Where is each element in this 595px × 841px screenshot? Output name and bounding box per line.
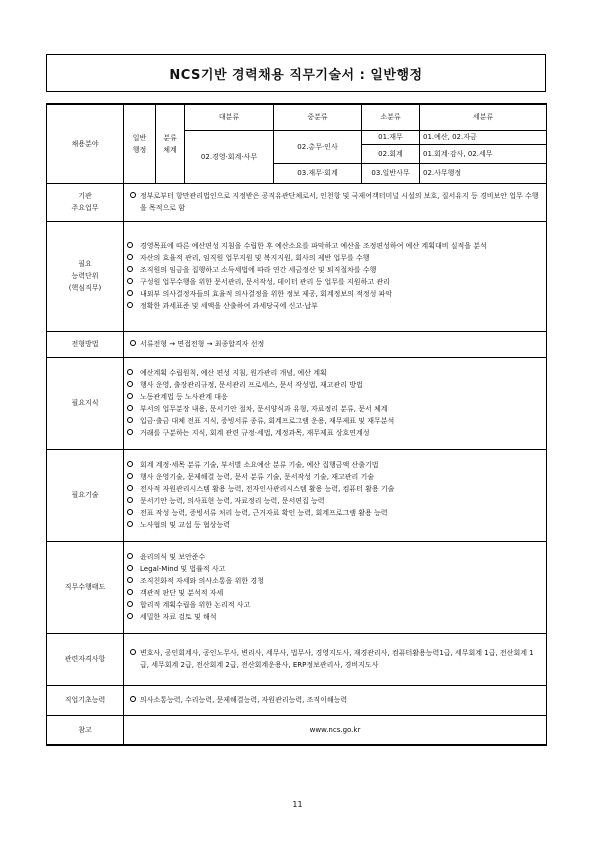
competency-row [47,221,547,331]
basic-skills-label: 직업기초능력 [47,685,124,715]
reference-label: 참고 [47,715,124,745]
knowledge-label: 필요지식 [47,357,124,449]
bullet-circle-icon [127,405,133,411]
bullet-circle-icon [127,381,133,387]
bullet-circle-icon [127,242,133,248]
detail-value-1: 01.예산, 02.자금 [420,130,547,144]
bullet-circle-icon [127,266,133,272]
job-description-table [46,103,547,746]
list-item: 입금·출금 대체 전표 지식, 증빙서류 종류, 회계프로그램 운용, 재무제표 및 재무분석 [127,415,539,427]
list-item: 행사 운영기술, 문제해결 능력, 문서 분류 기술, 문서작성 기술, 재고관리 기술 [127,471,539,483]
basic-skills-cell [124,685,547,715]
list-item: 예산계획 수립원칙, 예산 편성 지침, 원가관리 개념, 예산 계획 [127,367,539,379]
competency-label: 필요 능력단위 (핵심직무) [47,221,124,331]
row-label-field: 채용분야 [47,104,124,183]
bullet-circle-icon [130,340,136,346]
minor-value-1: 01.재무 [362,130,420,144]
institution-label: 기관 주요업무 [47,183,124,221]
bullet-circle-icon [127,369,133,375]
detail-value-3: 02.사무행정 [420,163,547,183]
reference-row [47,715,547,745]
selection-label: 전형방법 [47,331,124,357]
list-item: 윤리의식 및 보안준수 [127,551,539,563]
list-item: 합리적 계획수립을 위한 논리적 사고 [127,599,539,611]
bullet-circle-icon [127,613,133,619]
basic-skills-paragraph: 의사소통능력, 수리능력, 문제해결능력, 자원관리능력, 조직이해능력 [127,691,543,709]
skills-row [47,449,547,541]
knowledge-cell [124,357,547,449]
list-item: 경영목표에 따른 예산편성 지침을 수립한 후 예산소요를 파악하고 예산을 조정편성하여 예산 계획대비 실적을 분석 [127,240,539,252]
mid-value-2: 03.재무·회계 [274,163,362,183]
list-item: 회계 계정·세목 분류 기술, 부서별 소요예산 분류 기술, 예산 집행금액 산출기법 [127,459,539,471]
bullet-circle-icon [127,553,133,559]
list-item: 자산의 효율적 관리, 임직원 업무지원 및 복지지원, 회사의 제반 업무를 수행 [127,252,539,264]
attitude-list [127,548,543,626]
institution-cell [124,183,547,221]
list-item: 노사협의 및 교섭 등 협상능력 [127,519,539,531]
knowledge-row [47,357,547,449]
header-major: 대분류 [185,104,274,130]
list-item: 조직원의 임금을 집행하고 소득세법에 따라 연간 세금정산 및 퇴직절차를 수행 [127,264,539,276]
competency-cell [124,221,547,331]
bullet-circle-icon [127,565,133,571]
header-detail: 세분류 [420,104,547,130]
bullet-circle-icon [127,417,133,423]
bullet-circle-icon [130,192,136,198]
list-item: 전사적 자원관리시스템 활용 능력, 전자인사관리시스템 활용 능력, 컴퓨터 활용 기술 [127,483,539,495]
bullet-circle-icon [127,393,133,399]
institution-row [47,183,547,221]
attitude-label: 직무수행태도 [47,541,124,633]
certifications-row [47,633,547,685]
classification-header-row [47,104,547,130]
bullet-circle-icon [130,696,136,702]
list-item: 정확한 과세표준 및 세액을 산출하여 과세당국에 신고·납부 [127,300,539,312]
list-item: 조직친화적 자세와 의사소통을 위한 경청 [127,575,539,587]
minor-value-3: 03.일반사무 [362,163,420,183]
knowledge-list [127,364,543,442]
bullet-circle-icon [127,278,133,284]
skills-cell [124,449,547,541]
bullet-circle-icon [127,601,133,607]
bullet-circle-icon [130,649,136,655]
bullet-circle-icon [127,577,133,583]
header-minor: 소분류 [362,104,420,130]
attitude-cell [124,541,547,633]
page-number: 11 [292,800,303,809]
bullet-circle-icon [127,589,133,595]
field-name: 일반 행정 [124,104,156,183]
list-item: 행사 운영, 출장관리규정, 문서관리 프로세스, 문서 작성법, 재고관리 방법 [127,379,539,391]
list-item: 노동관계법 등 노사관계 대응 [127,391,539,403]
competency-list [127,237,543,315]
bullet-circle-icon [127,461,133,467]
document-title-text: NCS기반 경력채용 직무기술서 : 일반행정 [169,67,423,83]
certifications-paragraph: 변호사, 공인회계사, 공인노무사, 변리사, 세무사, 법무사, 경영지도사, 재경관리사, 컴퓨터활용능력1급, 세무회계 1급, 전산회계 1급, 세무회계 2급, 전산회계 2급, 전산회계운용사, ERP정보관리사, 경비지도사 [127,644,543,674]
bullet-circle-icon [127,254,133,260]
reference-link[interactable]: www.ncs.go.kr [124,715,547,745]
certifications-label: 관련자격사항 [47,633,124,685]
header-mid: 중분류 [274,104,362,130]
bullet-circle-icon [127,473,133,479]
skills-label: 필요기술 [47,449,124,541]
bullet-circle-icon [127,485,133,491]
list-item: 구성원 업무수행을 위한 문서관리, 문서작성, 데이터 관리 등 업무를 지원하고 관리 [127,276,539,288]
attitude-row [47,541,547,633]
minor-value-2: 02.회계 [362,144,420,163]
bullet-circle-icon [127,290,133,296]
list-item: 부서의 업무분장 내용, 문서기안 절차, 문서양식과 유형, 자료정리 분류, 문서 체계 [127,403,539,415]
document-title [46,54,546,92]
list-item: 세밀한 자료 검토 및 해석 [127,611,539,623]
system-label: 분류 체계 [156,104,185,183]
bullet-circle-icon [127,497,133,503]
institution-paragraph: 정부로부터 항만관리법인으로 지정받은 공직유관단체로서, 인천항 및 국제여객터미널 시설의 보호, 질서유지 등 경비보안 업무 수행을 목적으로 함 [127,187,543,217]
list-item: 전표 작성 능력, 증빙서류 처리 능력, 근거자료 확인 능력, 회계프로그램 활용 능력 [127,507,539,519]
certifications-cell [124,633,547,685]
list-item: Legal-Mind 및 법률적 사고 [127,563,539,575]
selection-paragraph: 서류전형 → 면접전형 → 최종합격자 선정 [127,335,543,353]
list-item: 거래를 구분하는 지식, 회계 관련 규정·세법, 계정과목, 재무제표 상호연계성 [127,427,539,439]
selection-cell [124,331,547,357]
bullet-circle-icon [127,509,133,515]
mid-value-1: 02.총무·인사 [274,130,362,163]
selection-row [47,331,547,357]
bullet-circle-icon [127,429,133,435]
bullet-circle-icon [127,521,133,527]
list-item: 문서기안 능력, 의사표현 능력, 자료정리 능력, 문서편집 능력 [127,495,539,507]
list-item: 객관적 판단 및 분석적 자세 [127,587,539,599]
bullet-circle-icon [127,302,133,308]
basic-skills-row [47,685,547,715]
major-value: 02.경영·회계·사무 [185,130,274,183]
skills-list [127,456,543,534]
detail-value-2: 01.회계·감사, 02.세무 [420,144,547,163]
list-item: 내외부 의사결정자들의 효율적 의사결정을 위한 정보 제공, 회계정보의 적정성 파악 [127,288,539,300]
